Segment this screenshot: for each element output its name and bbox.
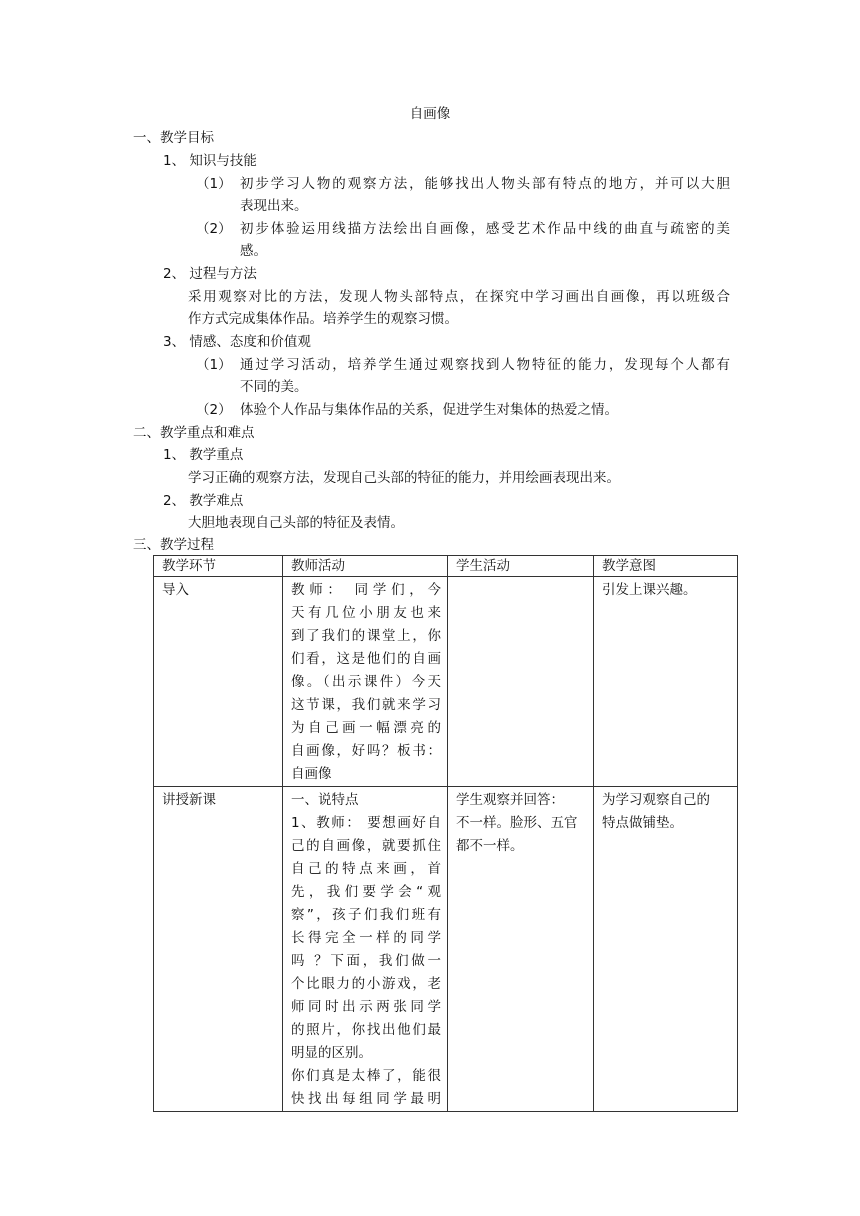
- row1-teacher-line: 教师： 同学们，今: [291, 582, 441, 598]
- row1-teacher-line: 天有几位小朋友也来: [291, 605, 441, 621]
- section-1-sub3-item1-line2: 不同的美。: [240, 379, 308, 395]
- header-intent: 教学意图: [594, 556, 738, 577]
- section-1-heading: 一、教学目标: [133, 130, 214, 146]
- row2-student-line: 都不一样。: [456, 838, 524, 854]
- row2-teacher-line: 快找出每组同学最明: [291, 1091, 441, 1107]
- row2-teacher-line: 长得完全一样的同学: [291, 930, 441, 946]
- row2-teacher-line: 己的自画像，就要抓住: [291, 838, 441, 854]
- section-2-sub1-para: 学习正确的观察方法，发现自己头部的特征的能力，并用绘画表现出来。: [188, 470, 620, 486]
- row2-teacher-line: 1、教师： 要想画好自: [291, 815, 441, 831]
- section-1-sub1-item2-line1: 初步体验运用线描方法绘出自画像，感受艺术作品中线的曲直与疏密的美: [240, 221, 730, 237]
- row2-stage: 讲授新课: [154, 787, 283, 1112]
- row1-teacher-activity: [283, 577, 448, 787]
- row2-intent: [594, 787, 738, 1112]
- header-stage: 教学环节: [154, 556, 283, 577]
- section-2-sub1-heading: 1、 教学重点: [163, 447, 244, 463]
- section-1-sub3-item1-line1: 通过学习活动，培养学生通过观察找到人物特征的能力，发现每个人都有: [240, 357, 730, 373]
- header-teacher-activity: 教师活动: [283, 556, 448, 577]
- row2-teacher-line: 自己的特点来画，首: [291, 861, 441, 877]
- section-1-sub1-item1-line2: 表现出来。: [240, 198, 308, 214]
- teaching-process-table: [153, 555, 738, 1112]
- row1-teacher-line: 像。（出示课件）今天: [291, 674, 441, 690]
- row2-teacher-line: 察”，孩子们我们班有: [291, 907, 441, 923]
- row1-intent: [594, 577, 738, 787]
- table-header-row: [154, 556, 738, 577]
- table-row: [154, 787, 738, 1112]
- section-2-heading: 二、教学重点和难点: [133, 425, 255, 441]
- row2-teacher-activity: [283, 787, 448, 1112]
- row1-teacher-line: 为自己画一幅漂亮的: [291, 720, 441, 736]
- row2-intent-line: 特点做铺垫。: [602, 815, 683, 831]
- section-3-heading: 三、教学过程: [133, 537, 214, 553]
- row2-teacher-line: 个比眼力的小游戏，老: [291, 976, 441, 992]
- document-title: 自画像: [409, 106, 451, 122]
- section-1-sub3-item2-num: （2）: [196, 402, 232, 418]
- row1-teacher-line: 自画像，好吗？板书：: [291, 743, 441, 759]
- row1-teacher-line: 到了我们的课堂上，你: [291, 628, 441, 644]
- section-1-sub3-item1-num: （1）: [196, 357, 232, 373]
- row1-stage: 导入: [154, 577, 283, 787]
- section-1-sub1-heading: 1、 知识与技能: [163, 153, 257, 169]
- row2-teacher-line: 的照片，你找出他们最: [291, 1022, 441, 1038]
- row2-teacher-line: 你们真是太棒了，能很: [291, 1068, 441, 1084]
- row1-student-activity: [448, 577, 594, 787]
- row1-intent-line: 引发上课兴趣。: [602, 582, 697, 598]
- section-1-sub2-para-line2: 作方式完成集体作品。培养学生的观察习惯。: [188, 311, 458, 327]
- row2-teacher-line: 明显的区别。: [291, 1045, 372, 1061]
- section-1-sub2-para-line1: 采用观察对比的方法，发现人物头部特点，在探究中学习画出自画像，再以班级合: [188, 289, 730, 305]
- section-1-sub2-heading: 2、 过程与方法: [163, 266, 257, 282]
- section-2-sub2-heading: 2、 教学难点: [163, 493, 244, 509]
- section-1-sub1-item1-line1: 初步学习人物的观察方法，能够找出人物头部有特点的地方，并可以大胆: [240, 176, 730, 192]
- section-1-sub3-heading: 3、 情感、态度和价值观: [163, 334, 311, 350]
- row2-student-line: 学生观察并回答：: [456, 792, 564, 808]
- section-1-sub1-item1-num: （1）: [196, 176, 232, 192]
- row2-intent-line: 为学习观察自己的: [602, 792, 710, 808]
- row1-teacher-line: 这节课，我们就来学习: [291, 697, 441, 713]
- header-student-activity: 学生活动: [448, 556, 594, 577]
- row2-teacher-line: 师同时出示两张同学: [291, 999, 441, 1015]
- row2-student-activity: [448, 787, 594, 1112]
- section-1-sub1-item2-num: （2）: [196, 221, 232, 237]
- row2-teacher-line: 先，我们要学会“观: [291, 884, 441, 900]
- section-1-sub1-item2-line2: 感。: [240, 243, 267, 259]
- row2-teacher-line: 一、说特点: [291, 792, 359, 808]
- row1-teacher-line: 们看，这是他们的自画: [291, 651, 441, 667]
- section-1-sub3-item2-line1: 体验个人作品与集体作品的关系，促进学生对集体的热爱之情。: [240, 402, 618, 418]
- row2-student-line: 不一样。脸形、五官: [456, 815, 578, 831]
- table-row: [154, 577, 738, 787]
- section-2-sub2-para: 大胆地表现自己头部的特征及表情。: [188, 515, 404, 531]
- row1-teacher-line: 自画像: [291, 766, 332, 782]
- row2-teacher-line: 吗 ？下面，我们做一: [291, 953, 441, 969]
